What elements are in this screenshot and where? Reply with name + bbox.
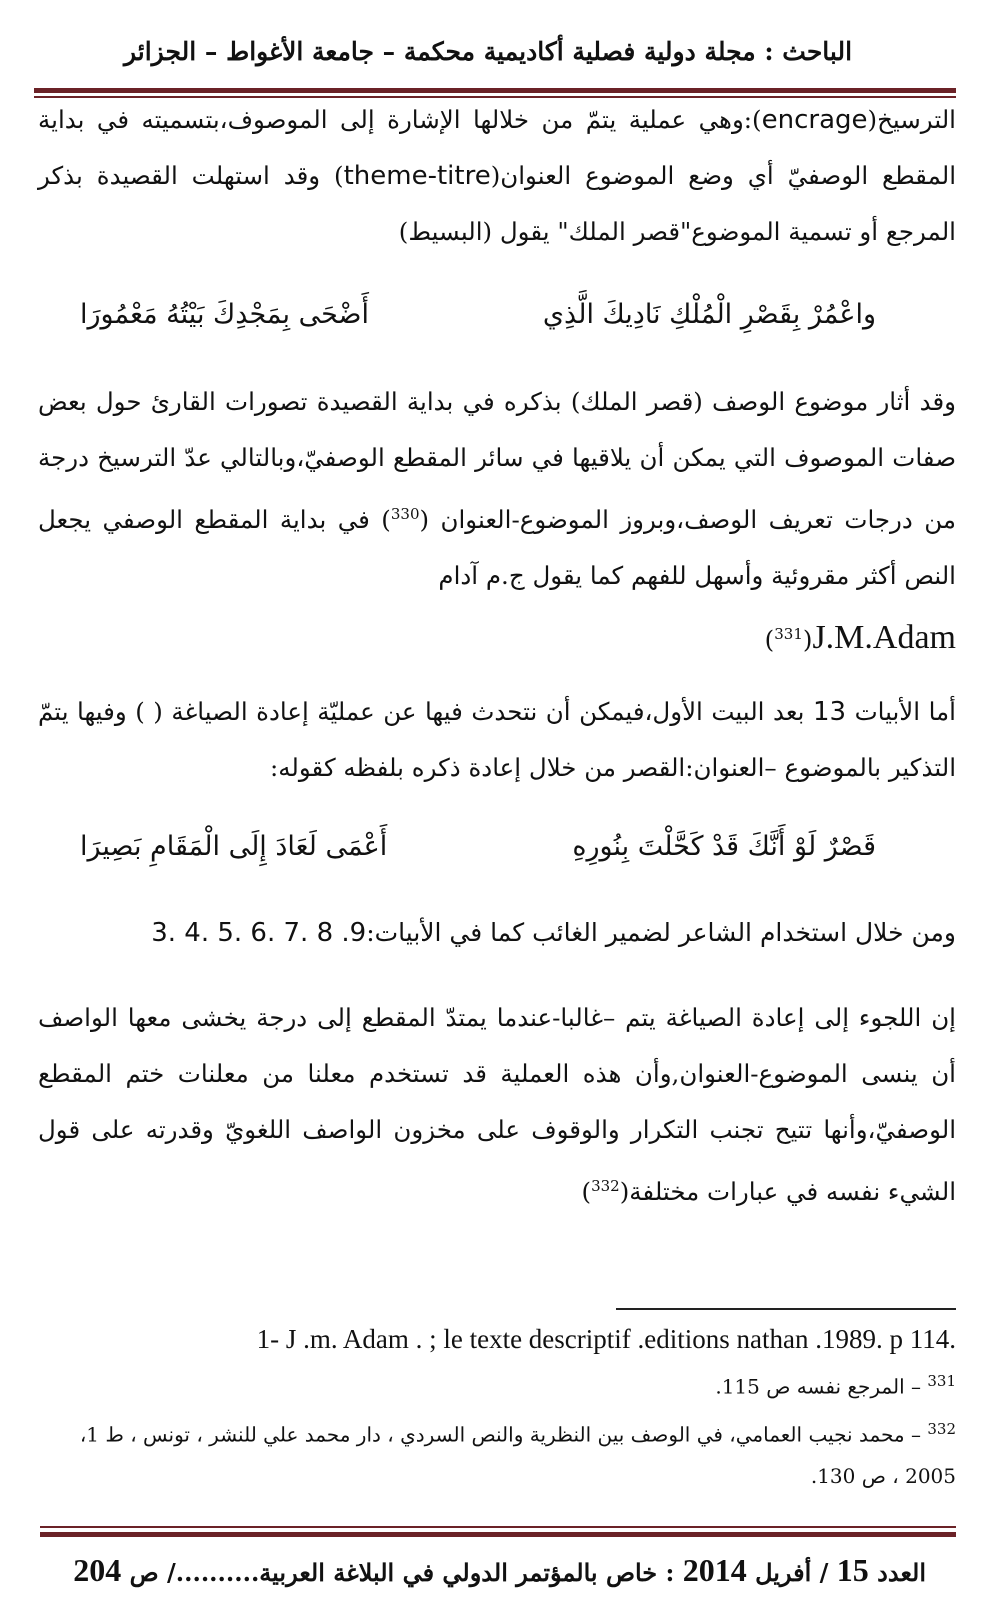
pronoun-usage-line (70, 908, 956, 958)
footnote-ref-330: 330 (390, 505, 420, 523)
para3-text-1: أما الأبيات (854, 697, 956, 726)
para1-text-1: الترسيخ( (867, 105, 956, 134)
issue-month: أفريل (755, 1558, 812, 1587)
issue-description: : خاص بالمؤتمر الدولي في البلاغة العربية........../ ص (129, 1558, 675, 1587)
verse1-second-hemistich: أَضْحَى بِمَجْدِكَ بَيْتُهُ مَعْمُورَا (80, 299, 369, 330)
footnote-331-number: 331 (927, 1372, 956, 1390)
issue-label: العدد (877, 1558, 926, 1587)
footnote-ref-332: 332 (591, 1177, 620, 1195)
journal-header: الباحث : مجلة دولية فصلية أكاديمية محكمة – جامعة الأغواط – الجزائر (123, 37, 853, 66)
para2-text-1: وقد أثار موضوع الوصف (قصر الملك) بذكره في بداية القصيدة تصورات القارئ حول بعض صفات الموصوف التي يمكن أن يلاقيها في سائر المقطع الوصفيّ،وبالتالي عدّ الترسيخ درجة من درجات تعريف الوصف،وبروز الموضوع-العنوان ( (38, 387, 957, 535)
footnote-331-text: – المرجع نفسه ص 115. (715, 1374, 921, 1399)
footnote-1: 1- J .m. Adam . ; le texte descriptif .editions nathan .1989. p 114. (256, 1324, 956, 1354)
issue-year: 2014 (682, 1552, 747, 1588)
verse2-first-hemistich: قَصْرٌ لَوْ أَنَّكَ قَدْ كَحَّلْتَ بِنُورِهِ (572, 831, 876, 862)
para2-text-2: ) في بداية المقطع الوصفي يجعل النص أكثر مقروئية وأسهل للفهم كما يقول ج.م آدام (38, 505, 956, 591)
para1-text-2: ):وهي عملية يتمّ من خلالها الإشارة إلى الموصوف،بتسميته في بداية المقطع الوصفيّ أي وضع الموضوع العنوان( (38, 105, 957, 190)
page-number: 204 (73, 1552, 122, 1588)
verse-2 (60, 822, 876, 872)
term-theme-titre: theme-titre (343, 161, 491, 191)
footer-rule (40, 1532, 956, 1537)
verse1-first-hemistich: واعْمُرْ بِقَصْرِ الْمُلْكِ نَادِيكَ الَّذِي (542, 299, 876, 330)
footnote-331 (40, 1360, 956, 1408)
footnote-332-number: 332 (927, 1419, 956, 1438)
issue-number: 15 (836, 1552, 869, 1588)
verse2-second-hemistich: أَعْمَى لَعَادَ إِلَى الْمَقَامِ بَصِيرَا (80, 831, 388, 862)
footnotes (40, 1318, 956, 1497)
page-footer: العدد 15 / أفريل 2014 : خاص بالمؤتمر الدولي في البلاغة العربية........../ ص 204 (73, 1552, 926, 1588)
paragraph-encrage (38, 92, 956, 260)
author-name-latin: J.M.Adam (812, 619, 956, 657)
footer-rule-thin (40, 1526, 956, 1528)
term-encrage: encrage (761, 105, 868, 135)
verse-count: 13 (812, 697, 847, 727)
paragraph-description-topic: وقد أثار موضوع الوصف (قصر الملك) بذكره في بداية القصيدة تصورات القارئ حول بعض صفات الموصوف التي يمكن أن يلاقيها في سائر المقطع الوصفيّ،وبالتالي عدّ الترسيخ درجة من درجات تعريف الوصف،وبروز الموضوع-العنوان ($^{330}$) في بداية المقطع الوصفي يجعل النص أكثر مقروئية وأسهل للفهم كما يقول ج.م آدام J.M.Adam($^{331}$) (38, 387, 957, 657)
verse-1 (60, 290, 876, 340)
verse-numbers: 3. 4. 5. 6. 7. 8 .9 (151, 918, 367, 948)
line4-text: ومن خلال استخدام الشاعر لضمير الغائب كما في الأبيات: (366, 918, 956, 947)
footnote-ref-331: 331 (774, 625, 803, 644)
para5-text: إن اللجوء إلى إعادة الصياغة يتم –غالبا-عندما يمتدّ المقطع إلى درجة يخشى معها الواصف أن ينسى الموضوع-العنوان,وأن هذه العملية قد تستخدم معلنا من معلنات ختم المقطع الوصفيّ،وأنها تتيح تجنب التكرار والوقوف على مخزون الواصف اللغويّ وقدرته على قول الشيء نفسه في عبارات مختلفة( (38, 1003, 956, 1207)
footnote-332 (40, 1408, 956, 1498)
footnote-332-text: – محمد نجيب العمامي، في الوصف بين النظرية والنص السردي ، دار محمد علي للنشر ، تونس ، ط 1، 2005 ، ص 130. (79, 1422, 956, 1489)
para3-text-2: بعد البيت الأول،فيمكن أن نتحدث فيها عن عمليّة إعادة الصياغة ( ) وفيها يتمّ التذكير بالموضوع –العنوان:القصر من خلال إعادة ذكره بلفظه كقوله: (38, 697, 956, 782)
paragraph-reformulation-purpose: إن اللجوء إلى إعادة الصياغة يتم –غالبا-عندما يمتدّ المقطع إلى درجة يخشى معها الواصف أن ينسى الموضوع-العنوان,وأن هذه العملية قد تستخدم معلنا من معلنات ختم المقطع الوصفيّ،وأنها تتيح تجنب التكرار والوقوف على مخزون الواصف اللغويّ وقدرته على قول الشيء نفسه في عبارات مختلفة($^{332}$) (38, 1003, 956, 1207)
footnote-separator (616, 1308, 956, 1310)
para1-text-3: ) وقد استهلت القصيدة بذكر المرجع أو تسمية الموضوع"قصر الملك" يقول (البسيط) (38, 161, 956, 246)
paragraph-reformulation (38, 684, 956, 796)
